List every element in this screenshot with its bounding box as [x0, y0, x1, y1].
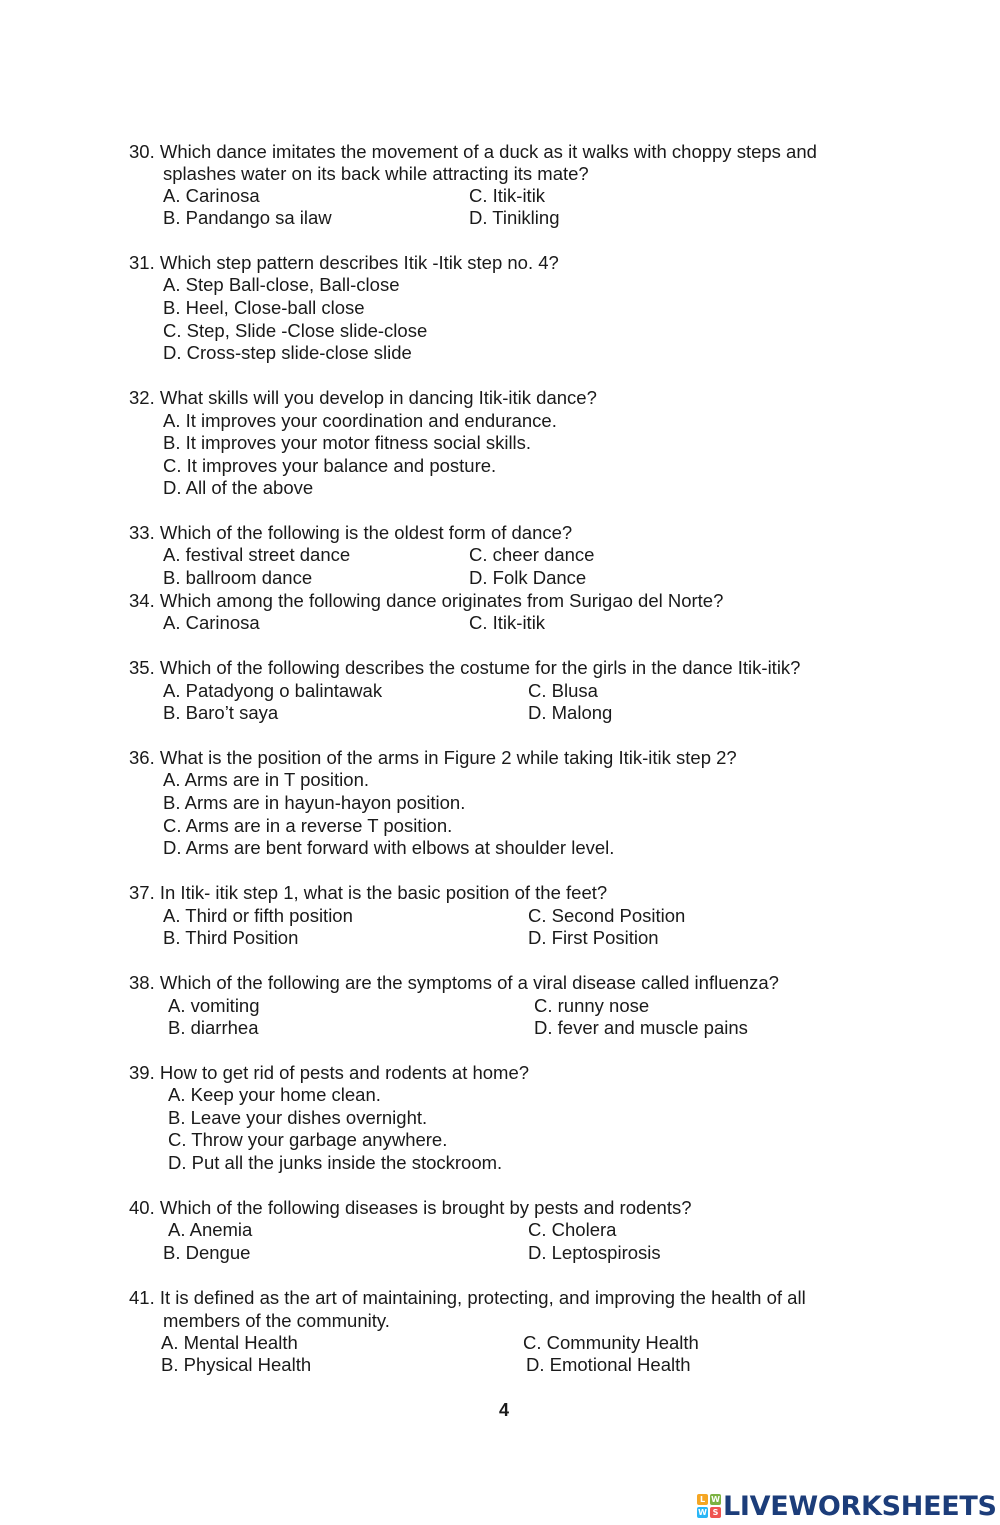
option-a: A. Carinosa	[163, 185, 260, 206]
question-text: members of the community.	[163, 1310, 390, 1331]
question-text: 40. Which of the following diseases is brought by pests and rodents?	[129, 1197, 692, 1218]
option-d: D. fever and muscle pains	[534, 1017, 748, 1038]
option-a: A. Arms are in T position.	[163, 769, 369, 790]
option-b: B. Dengue	[163, 1242, 251, 1263]
liveworksheets-logo	[697, 1490, 997, 1522]
question-text: 35. Which of the following describes the costume for the girls in the dance Itik-itik?	[129, 657, 801, 678]
option-b: B. Leave your dishes overnight.	[168, 1107, 428, 1128]
option-a: A. festival street dance	[163, 544, 351, 565]
question-text: 34. Which among the following dance originates from Surigao del Norte?	[129, 590, 724, 611]
option-c: C. Community Health	[523, 1332, 699, 1353]
option-c: C. runny nose	[534, 995, 650, 1016]
option-a: A. It improves your coordination and endurance.	[163, 410, 557, 431]
logo-text: LIVEWORKSHEETS	[723, 1490, 997, 1522]
option-d: D. Folk Dance	[469, 567, 587, 588]
question-text: 33. Which of the following is the oldest form of dance?	[129, 522, 573, 543]
option-d: D. Malong	[528, 702, 613, 723]
option-d: D. Put all the junks inside the stockroom.	[168, 1152, 503, 1173]
option-c: C. Itik-itik	[469, 612, 546, 633]
option-a: A. vomiting	[168, 995, 260, 1016]
option-d: D. First Position	[528, 927, 659, 948]
question-text: 32. What skills will you develop in dancing Itik-itik dance?	[129, 387, 597, 408]
option-c: C. Blusa	[528, 680, 598, 701]
option-d: D. Arms are bent forward with elbows at shoulder level.	[163, 837, 615, 858]
option-c: C. Second Position	[528, 905, 686, 926]
option-a: A. Carinosa	[163, 612, 260, 633]
option-d: D. All of the above	[163, 477, 314, 498]
option-b: B. Baro’t saya	[163, 702, 279, 723]
option-b: B. Heel, Close-ball close	[163, 297, 365, 318]
option-c: C. Step, Slide -Close slide-close	[163, 320, 428, 341]
question-text: 41. It is defined as the art of maintaining, protecting, and improving the health of all	[129, 1287, 806, 1308]
option-d: D. Tinikling	[469, 207, 560, 228]
page-number: 4	[498, 1400, 509, 1420]
question-text: splashes water on its back while attracting its mate?	[163, 163, 589, 184]
option-d: D. Emotional Health	[526, 1354, 691, 1375]
question-text: 39. How to get rid of pests and rodents at home?	[129, 1062, 530, 1083]
option-c: C. It improves your balance and posture.	[163, 455, 497, 476]
option-b: B. diarrhea	[168, 1017, 259, 1038]
option-d: D. Cross-step slide-close slide	[163, 342, 412, 363]
option-b: B. Third Position	[163, 927, 299, 948]
question-text: 37. In Itik- itik step 1, what is the basic position of the feet?	[129, 882, 608, 903]
option-a: A. Patadyong o balintawak	[163, 680, 383, 701]
question-text: 31. Which step pattern describes Itik -Itik step no. 4?	[129, 252, 559, 273]
option-a: A. Anemia	[168, 1219, 253, 1240]
question-text: 36. What is the position of the arms in Figure 2 while taking Itik-itik step 2?	[129, 747, 737, 768]
option-a: A. Mental Health	[161, 1332, 298, 1353]
option-a: A. Third or fifth position	[163, 905, 353, 926]
option-b: B. It improves your motor fitness social skills.	[163, 432, 532, 453]
question-text: 30. Which dance imitates the movement of a duck as it walks with choppy steps and	[129, 141, 817, 162]
option-a: A. Step Ball-close, Ball-close	[163, 274, 400, 295]
option-c: C. Throw your garbage anywhere.	[168, 1129, 448, 1150]
question-text: 38. Which of the following are the symptoms of a viral disease called influenza?	[129, 972, 779, 993]
option-d: D. Leptospirosis	[528, 1242, 661, 1263]
option-c: C. cheer dance	[469, 544, 595, 565]
option-c: C. Itik-itik	[469, 185, 546, 206]
option-a: A. Keep your home clean.	[168, 1084, 381, 1105]
option-b: B. ballroom dance	[163, 567, 313, 588]
option-c: C. Arms are in a reverse T position.	[163, 815, 453, 836]
option-b: B. Arms are in hayun-hayon position.	[163, 792, 466, 813]
option-b: B. Pandango sa ilaw	[163, 207, 332, 228]
liveworksheets-icon: L W W S	[698, 1495, 720, 1517]
option-b: B. Physical Health	[161, 1354, 312, 1375]
option-c: C. Cholera	[528, 1219, 617, 1240]
